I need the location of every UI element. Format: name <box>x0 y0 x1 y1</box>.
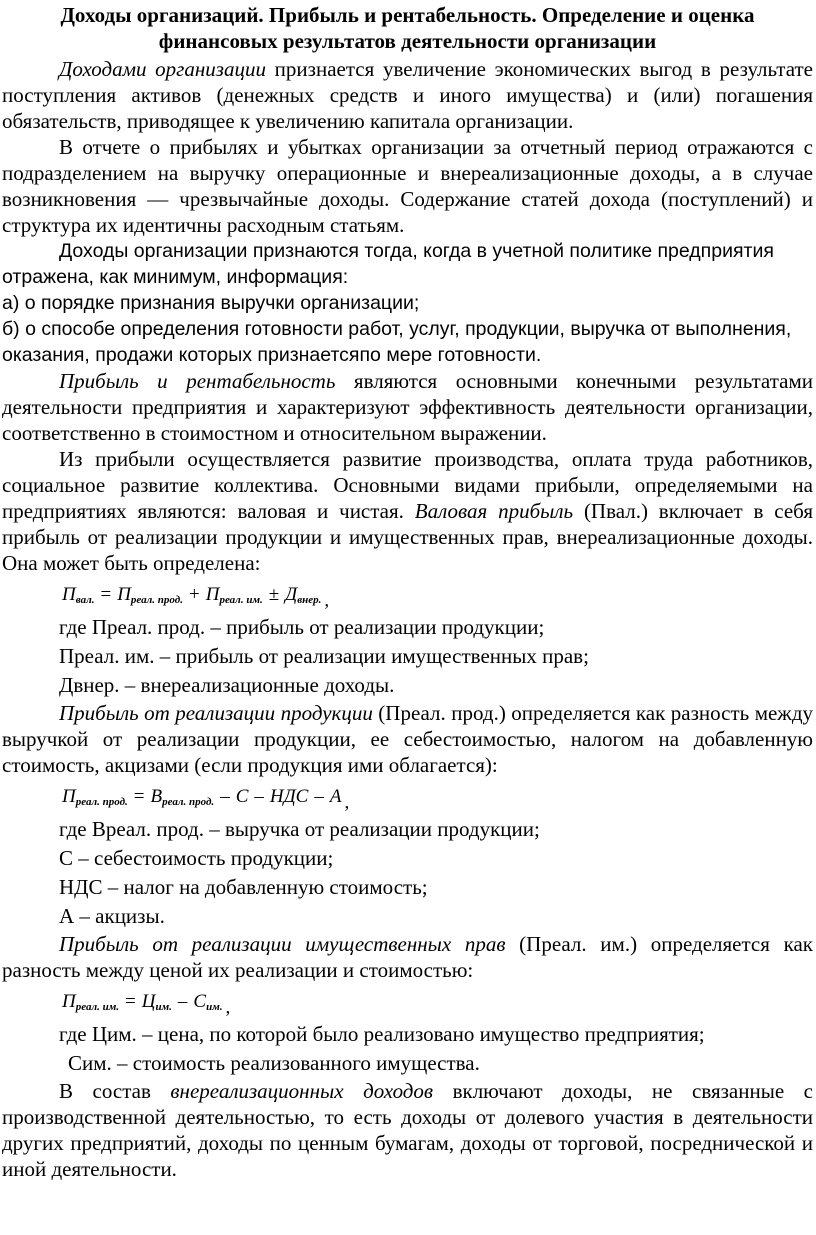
definition-line: где Вреал. прод. – выручка от реализации продукции; <box>59 817 540 841</box>
definition-line: А – акцизы. <box>59 904 165 928</box>
paragraph-property-rights-profit: Прибыль от реализации имущественных прав (Преал. им.) определяется как разность между ценой их реализации и стоимостью: <box>2 932 813 982</box>
definition-line: С – себестоимость продукции; <box>59 846 334 870</box>
paragraph-gross-profit: Из прибыли осуществляется развитие производства, оплата труда работников, социальное развитие коллектива. Основными видами прибыли, определяемыми на предприятиях являются: валовая и чистая. Валовая прибыль (Пвал.) включает в себя прибыль от реализации продукции и имущественных прав, внереализационные доходы. Она может быть определена: <box>2 447 813 575</box>
document-title: Доходы организаций. Прибыль и рентабельность. Определение и оценка финансовых результатов деятельности организации <box>60 3 755 53</box>
paragraph-income-recognition: Доходы организации признаются тогда, когда в учетной политике предприятия отражена, как минимум, информация: <box>2 240 774 288</box>
term-gross-profit: Валовая прибыль <box>414 499 574 523</box>
definition-line: Сим. – стоимость реализованного имущества. <box>68 1051 480 1075</box>
term-product-profit: Прибыль от реализации продукции <box>59 701 373 725</box>
definition-line: Преал. им. – прибыль от реализации имущественных прав; <box>59 644 589 668</box>
term-property-rights-profit: Прибыль от реализации имущественных прав <box>59 932 506 956</box>
paragraph-non-operating-income: В состав внереализационных доходов включают доходы, не связанные с производственной деятельностью, то есть доходы от долевого участия в деятельности других предприятий, доходы по ценным бумагам, доходы от торговой, посреднической и иной деятельности. <box>2 1079 814 1181</box>
definition-line: где Преал. прод. – прибыль от реализации продукции; <box>59 615 545 639</box>
paragraph-income-definition: Доходами организации признается увеличение экономических выгод в результате поступления активов (денежных средств и иного имущества) и (или) погашения обязательств, приводящее к увеличению капитала организации. <box>2 57 813 133</box>
term-non-operating-income: внереализационных доходов <box>170 1079 434 1103</box>
definition-line: Двнер. – внереализационные доходы. <box>59 673 395 697</box>
list-item-a: а) о порядке признания выручки организации; <box>2 292 420 314</box>
definition-line: где Цим. – цена, по которой было реализовано имущество предприятия; <box>59 1022 705 1046</box>
formula-property-profit: $П_{реал. им.} = Ц_{им.} - С_{им.}$ , <box>62 991 231 1018</box>
paragraph-product-profit: Прибыль от реализации продукции (Преал. прод.) определяется как разность между выручкой от реализации продукции, ее себестоимостью, налогом на добавленную стоимость, акцизами (если продукция ими облагается): <box>2 701 814 777</box>
term-income: Доходами организации <box>59 57 266 81</box>
list-item-b: б) о способе определения готовности работ, услуг, продукции, выручка от выполнения, оказания, продажи которых признаетсяпо мере готовности. <box>2 318 792 366</box>
formula-gross-profit: $П_{вал.} = П_{реал. прод.} + П_{реал. им.} \pm Д_{внер.}$ , <box>62 584 330 611</box>
formula-product-profit: $П_{реал. прод.} = В_{реал. прод.} - С$ – НДС – А , <box>62 786 350 813</box>
definition-line: НДС – налог на добавленную стоимость; <box>59 875 428 899</box>
paragraph-profit-loss-report: В отчете о прибылях и убытках организации за отчетный период отражаются с подразделением на выручку операционные и внереализационные доходы, а в случае возникновения — чрезвычайные доходы. Содержание статей дохода (поступлений) и структура их идентичны расходным статьям. <box>2 135 813 237</box>
paragraph-profit-profitability: Прибыль и рентабельность являются основными конечными результатами деятельности предприятия и характеризуют эффективность деятельности организации, соответственно в стоимостном и относительном выражении. <box>2 369 813 445</box>
term-profit-profitability: Прибыль и рентабельность <box>59 369 336 393</box>
